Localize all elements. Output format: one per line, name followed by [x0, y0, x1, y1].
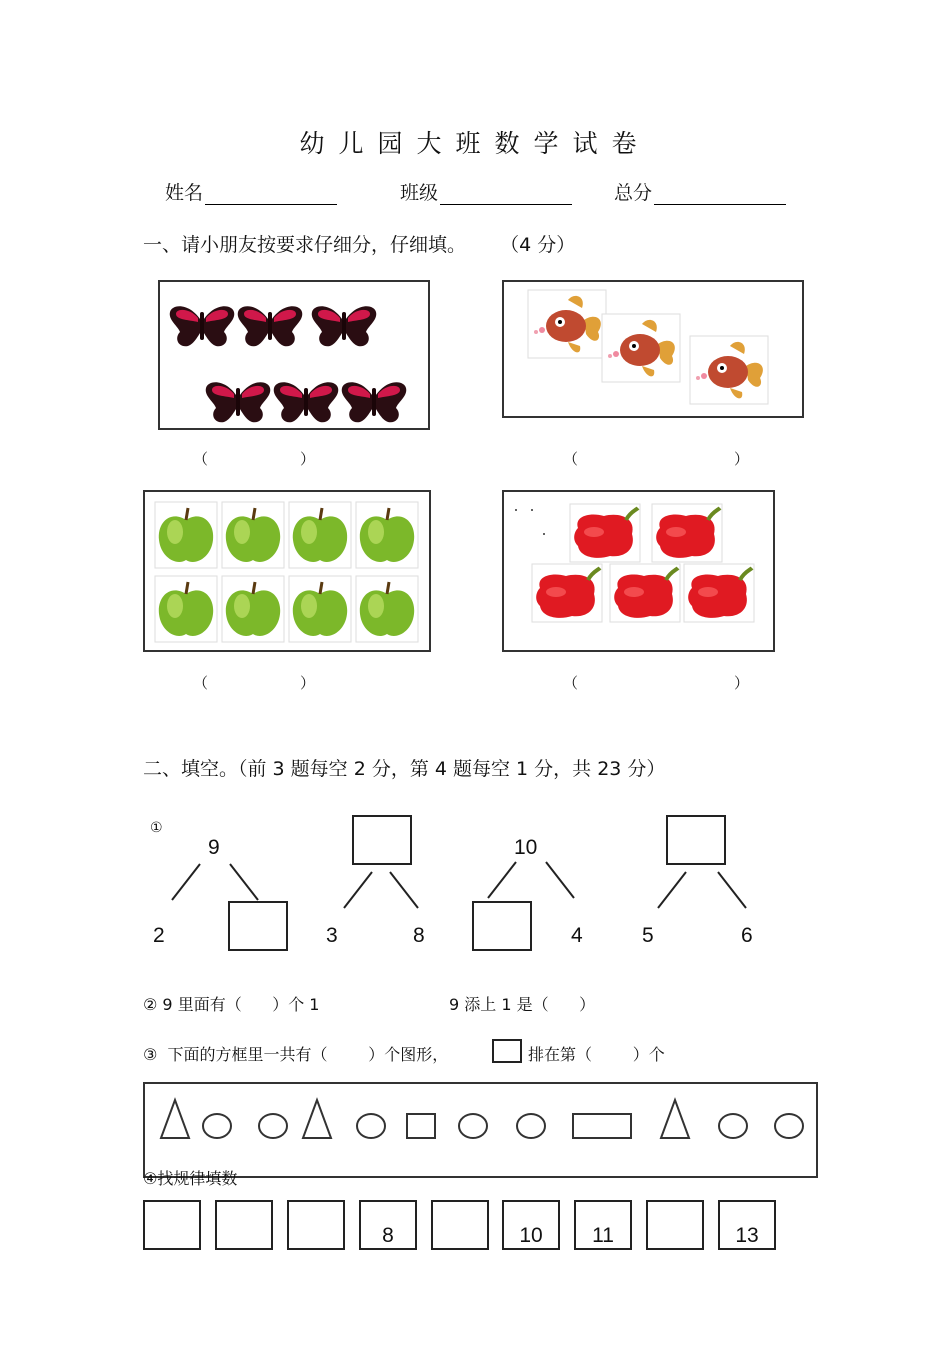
goldfish-icon [690, 336, 768, 404]
score-field[interactable] [614, 178, 786, 205]
tree2-right: 8 [413, 924, 425, 947]
pepper-icon [652, 504, 722, 562]
q3-text-a: ③ 下面的方框里一共有（ ）个图形， [143, 1045, 449, 1064]
circle-icon [459, 1114, 487, 1138]
butterfly-icon [342, 382, 407, 422]
class-field[interactable] [400, 178, 572, 205]
answer-paren-goldfish[interactable]: （ ） [563, 450, 750, 468]
tree2-left: 3 [326, 924, 338, 947]
sequence-box-3[interactable] [287, 1200, 345, 1250]
tree3-right: 4 [571, 924, 583, 947]
tree3-left-blank[interactable] [472, 901, 532, 951]
shapes-row [145, 1084, 816, 1176]
pepper-group [504, 492, 777, 654]
apple-icon [222, 576, 284, 642]
name-label: 姓名 [165, 182, 204, 204]
pepper-frame [502, 490, 775, 652]
butterfly-group [160, 282, 432, 432]
butterfly-icon [206, 382, 271, 422]
tree1-right-blank[interactable] [228, 901, 288, 951]
q1-marker: ① [150, 820, 163, 836]
tree2-top-blank[interactable] [352, 815, 412, 865]
butterfly-frame [158, 280, 430, 430]
butterfly-icon [170, 306, 235, 346]
tree4-left: 5 [642, 924, 654, 947]
circle-icon [357, 1114, 385, 1138]
sequence-box-8[interactable] [646, 1200, 704, 1250]
triangle-icon [161, 1100, 189, 1138]
circle-icon [517, 1114, 545, 1138]
apple-icon [289, 576, 351, 642]
pepper-icon [684, 564, 754, 622]
circle-icon [203, 1114, 231, 1138]
apple-icon [356, 576, 418, 642]
score-label: 总分 [614, 182, 653, 204]
apple-group [145, 492, 433, 654]
apple-icon [356, 502, 418, 568]
apple-icon [222, 502, 284, 568]
sequence-box-5[interactable] [431, 1200, 489, 1250]
tree3-top: 10 [514, 836, 538, 859]
triangle-icon [661, 1100, 689, 1138]
name-field[interactable] [165, 178, 337, 205]
sequence-box-7: 11 [574, 1200, 632, 1250]
sequence-box-2[interactable] [215, 1200, 273, 1250]
q4-label: ④找规律填数 [143, 1169, 238, 1188]
butterfly-icon [312, 306, 377, 346]
q2-part-a: ② 9 里面有（ ）个 1 [143, 995, 320, 1014]
goldfish-icon [528, 290, 606, 358]
pepper-icon [610, 564, 680, 622]
apple-icon [155, 502, 217, 568]
apple-icon [155, 576, 217, 642]
section1-points: （4 分） [500, 234, 576, 256]
name-blank[interactable] [205, 182, 337, 205]
circle-icon [719, 1114, 747, 1138]
goldfish-icon [602, 314, 680, 382]
circle-icon [775, 1114, 803, 1138]
goldfish-group [504, 282, 806, 420]
square-icon [407, 1114, 435, 1138]
circle-icon [259, 1114, 287, 1138]
butterfly-icon [238, 306, 303, 346]
section2-heading: 二、填空。（前 3 题每空 2 分，第 4 题每空 1 分，共 23 分） [143, 758, 666, 780]
apple-frame [143, 490, 431, 652]
triangle-icon [303, 1100, 331, 1138]
q3-text-b: 排在第（ ）个 [528, 1045, 665, 1064]
shapes-frame [143, 1082, 818, 1178]
tree4-top-blank[interactable] [666, 815, 726, 865]
apple-icon [289, 502, 351, 568]
pepper-icon [570, 504, 640, 562]
sequence-box-6: 10 [502, 1200, 560, 1250]
score-blank[interactable] [654, 182, 786, 205]
class-blank[interactable] [440, 182, 572, 205]
sequence-box-1[interactable] [143, 1200, 201, 1250]
sequence-box-9: 13 [718, 1200, 776, 1250]
q3-square-icon [492, 1039, 522, 1063]
answer-paren-pepper[interactable]: （ ） [563, 674, 750, 692]
tree1-left: 2 [153, 924, 165, 947]
page-title: 幼儿园大班数学试卷 [299, 129, 651, 158]
tree1-top: 9 [208, 836, 220, 859]
q2-part-b: 9 添上 1 是（ ） [449, 995, 596, 1014]
section1-heading: 一、请小朋友按要求仔细分，仔细填。 （4 分） [143, 234, 576, 256]
pepper-icon [532, 564, 602, 622]
butterfly-icon [274, 382, 339, 422]
sequence-box-4: 8 [359, 1200, 417, 1250]
goldfish-frame [502, 280, 804, 418]
rectangle-icon [573, 1114, 631, 1138]
tree4-right: 6 [741, 924, 753, 947]
answer-paren-butterfly[interactable]: （ ） [193, 450, 316, 468]
class-label: 班级 [400, 182, 439, 204]
answer-paren-apple[interactable]: （ ） [193, 674, 316, 692]
